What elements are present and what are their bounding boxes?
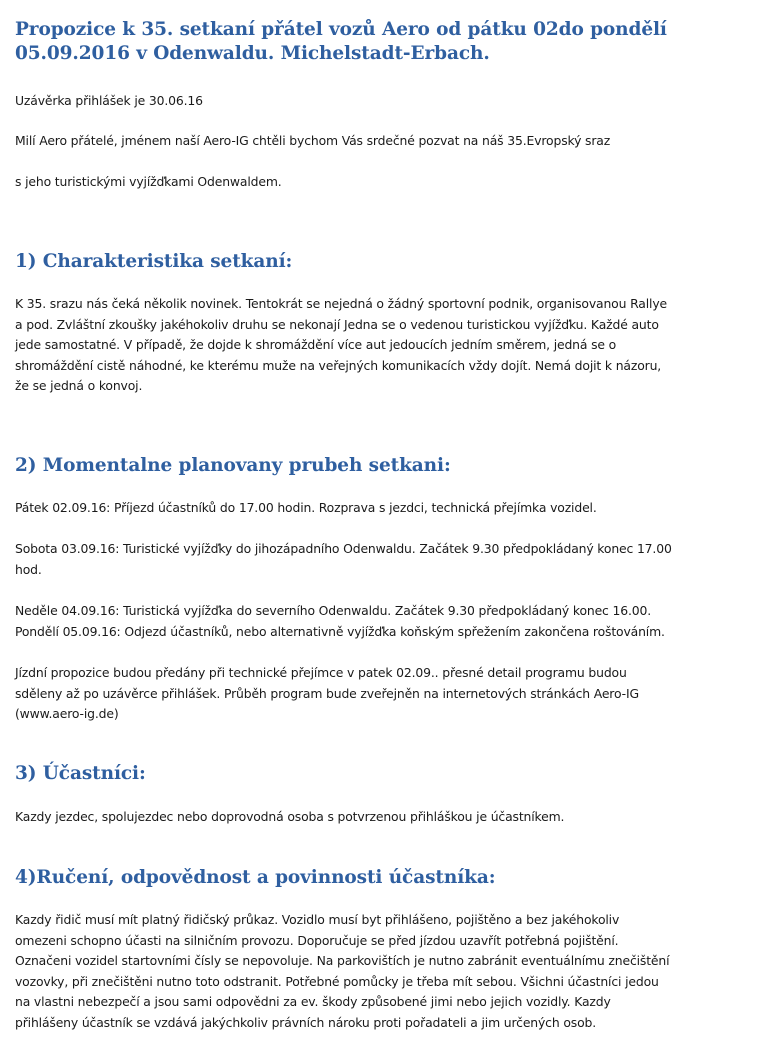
paragraph-line: a pod. Zvláštní zkoušky jakéhokoliv druhu se nekonají Jedna se o vedenou turistickou vyjížďku. Každé auto (15, 316, 659, 332)
section-3-heading: 3) Účastníci: (15, 763, 146, 784)
deadline-text: Uzávěrka přihlášek je 30.06.16 (15, 93, 203, 108)
title-line-2: 05.09.2016 v Odenwaldu. Michelstadt-Erbach. (15, 43, 490, 64)
paragraph-line: přihlášeny účastník se vzdává jakýchkoliv právních nároku proti pořadateli a jim určených osob. (15, 1014, 597, 1030)
paragraph-line: omezeni schopno účasti na silničním provozu. Doporučuje se před jízdou uzavřít potřebná pojištění. (15, 932, 619, 948)
section-1-heading: 1) Charakteristika setkaní: (15, 251, 293, 272)
participants-text: Kazdy jezdec, spolujezdec nebo doprovodná osoba s potvrzenou přihláškou je účastníkem. (15, 809, 565, 824)
title-line-1: Propozice k 35. setkaní přátel vozů Aero od pátku 02do pondělí (15, 19, 667, 40)
paragraph-line: Jízdní propozice budou předány při technické přejímce v patek 02.09.. přesné detail programu budou (15, 665, 627, 680)
page-title (15, 18, 667, 66)
schedule-saturday (15, 539, 760, 580)
paragraph-line: na vlastni nebezpečí a jsou sami odpovědni za ev. škody způsobené jimi nebo jejich vozidly. Kazdy (15, 994, 611, 1009)
paragraph-line: vozovky, při znečištěni nutno toto odstranit. Potřebné pomůcky je třeba mít sebou. Všichni účastníci jedou (15, 973, 659, 989)
paragraph-line: sděleny až po uzávěrce přihlášek. Průběh program bude zveřejněn na internetových stránkách Aero-IG (15, 685, 639, 701)
section-1-paragraph (15, 294, 760, 397)
paragraph-line: shromáždění cistě náhodné, ke kterému muže na veřejných komunikacích vždy dojít. Nemá dojit k názoru, (15, 357, 662, 373)
paragraph-line: hod. (15, 561, 42, 577)
paragraph-line: (www.aero-ig.de) (15, 706, 119, 721)
greeting-continuation: s jeho turistickými vyjížďkami Odenwaldem. (15, 174, 282, 189)
paragraph-line: jede samostatné. V případě, že dojde k shromáždění více aut jedoucích jedním směrem, jedná se o (15, 337, 617, 352)
section-4-paragraph (15, 910, 760, 1033)
section-2-heading: 2) Momentalne planovany prubeh setkani: (15, 455, 451, 476)
schedule-sunday-monday (15, 601, 760, 642)
schedule-info (15, 663, 760, 725)
schedule-monday: Pondělí 05.09.16: Odjezd účastníků, nebo alternativně vyjížďka koňským spřežením zakončena roštováním. (15, 623, 665, 639)
greeting-text: Milí Aero přátelé, jménem naší Aero-IG chtěli bychom Vás srdečné pozvat na náš 35.Evropský sraz (15, 133, 611, 148)
paragraph-line: Označeni vozidel startovními čísly se nepovoluje. Na parkovištích je nutno zabránit eventuálnímu znečištění (15, 953, 670, 968)
section-4-heading: 4)Ručení, odpovědnost a povinnosti účastníka: (15, 867, 496, 888)
paragraph-line: Kazdy řidič musí mít platný řidičský průkaz. Vozidlo musí byt přihlášeno, pojištěno a bez jakéhokoliv (15, 912, 620, 927)
schedule-sunday: Neděle 04.09.16: Turistická vyjížďka do severního Odenwaldu. Začátek 9.30 předpokládaný konec 16.00. (15, 603, 652, 618)
schedule-friday: Pátek 02.09.16: Příjezd účastníků do 17.00 hodin. Rozprava s jezdci, technická přejímka vozidel. (15, 500, 597, 515)
paragraph-line: Sobota 03.09.16: Turistické vyjížďky do jihozápadního Odenwaldu. Začátek 9.30 předpokládaný konec 17.00 (15, 541, 672, 556)
paragraph-line: K 35. srazu nás čeká několik novinek. Tentokrát se nejedná o žádný sportovní podnik, organisovanou Rallye (15, 296, 667, 311)
paragraph-line: že se jedná o konvoj. (15, 378, 143, 393)
